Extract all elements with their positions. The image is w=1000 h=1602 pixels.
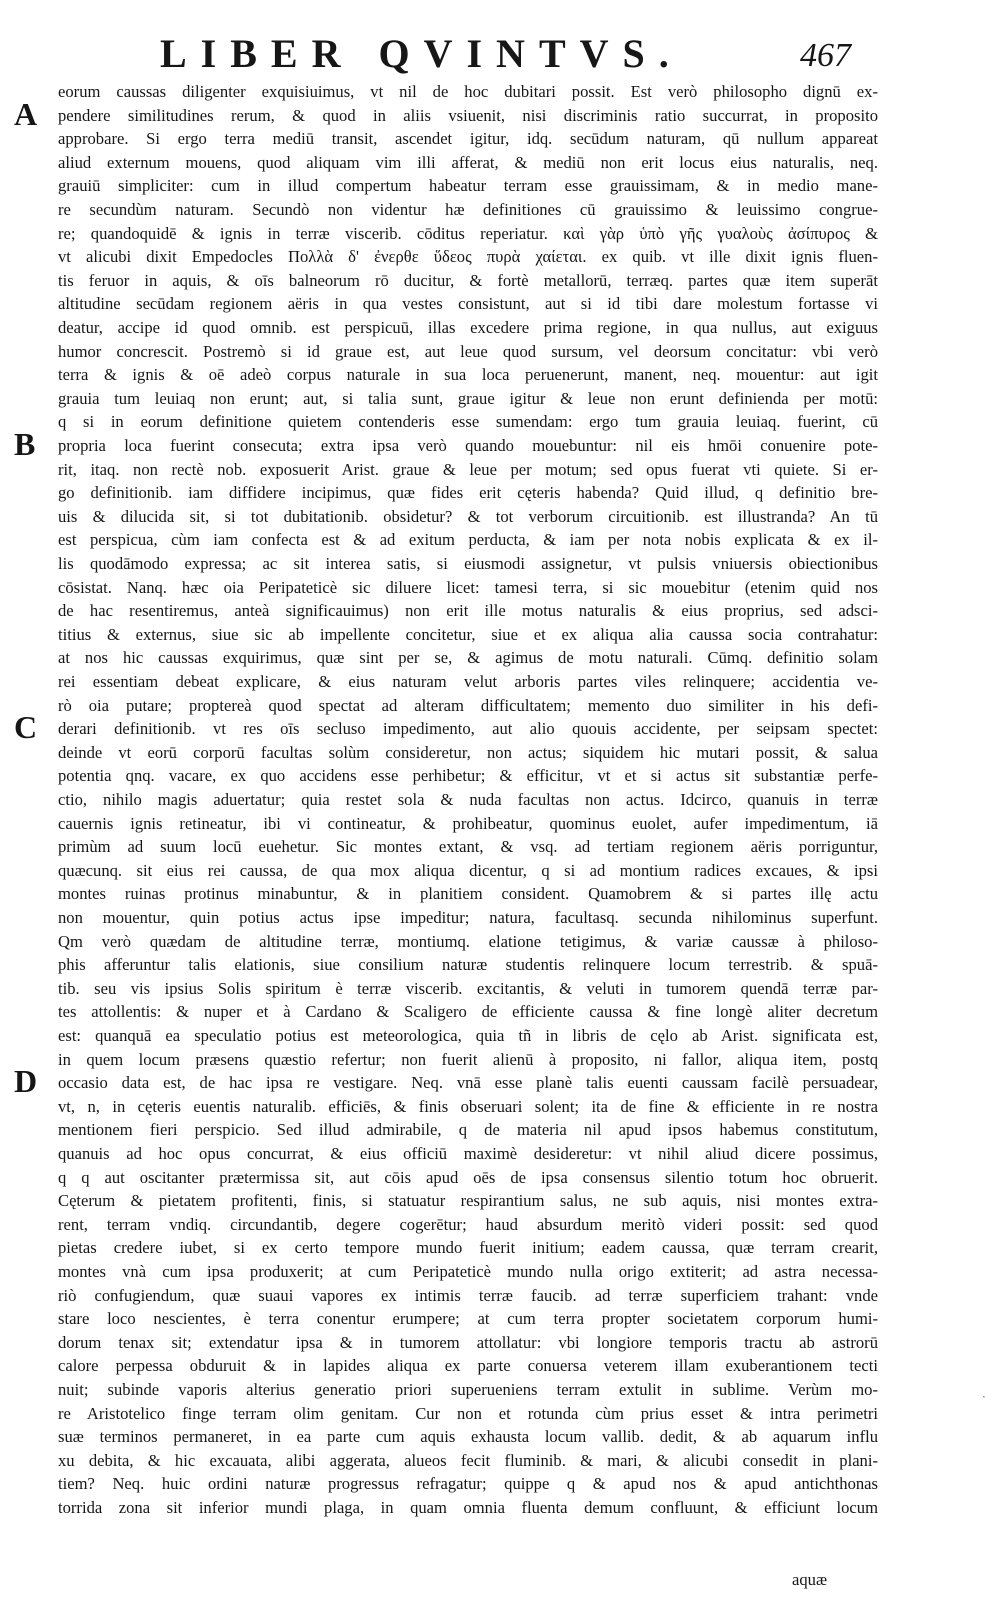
text-line: Qm verò quædam de altitudine terræ, montiumq. elatione tetigimus, & variæ caussæ à philoso-: [58, 931, 878, 951]
text-line: montes ruinas protinus minabuntur, & in planitiem consident. Quamobrem & si partes illę actu: [58, 884, 878, 904]
text-line: tis feruor in aquis, & oīs balneorum rō ducitur, & fortè metallorū, terræq. partes quæ item superāt: [58, 270, 878, 290]
text-line: est perspicua, cùm iam confecta est & ad exitum perducta, & iam per nota nobis explicata & ex il-: [58, 530, 878, 550]
text-line: riò confugiendum, quæ suaui vapores ex intimis terræ faucib. ad terræ superficiem trahant: vnde: [58, 1285, 878, 1305]
text-line: rei essentiam debeat explicare, & eius naturam velut arboris partes viles relinquere; accidentia ve-: [58, 672, 878, 691]
text-line: altitudine secūdam regionem aëris in qua vestes consistunt, aut si id tibi dare molestum fortasse vi: [58, 294, 878, 314]
text-line: tib. seu vis ipsius Solis spiritum è terræ viscerib. excitantis, & veluti in tumorem quendā terræ par-: [58, 978, 878, 998]
text-line: stare loco nescientes, è terra conentur erumpere; at cum terra propter societatem corporum humi-: [58, 1309, 878, 1329]
text-line: re; quandoquidē & ignis in terræ viscerib. cōditus reperiatur. καὶ γὰρ ὑπὸ γῆς γυαλοὺς ἀσίπυρος &: [58, 223, 878, 243]
text-line: primùm ad suum locū euehetur. Sic montes extant, & vsq. ad tertiam regionem aëris porriguntur,: [58, 837, 878, 857]
text-line: Cęterum & pietatem profitenti, finis, si statuatur respirantium salus, ne sub aquis, nisi montes extra-: [58, 1191, 878, 1211]
text-line: grauia tum leuiaq non erunt; aut, si talia sunt, graue igitur & leue non erunt definienda per motū:: [58, 388, 878, 408]
text-line: uis & dilucida sit, si tot dubitationib. obsidetur? & tot verborum circuitionib. est illustranda? An tū: [58, 506, 878, 526]
text-line: pietas credere iubet, si ex certo tempore mundo fuerit initium; eadem caussa, quæ terram crearit,: [58, 1238, 878, 1258]
scan-mark: ·: [982, 1390, 986, 1404]
text-line: montes vnà cum ipsa produxerit; at cum Peripateticè mundo nulla origo extiterit; ad astra necessa-: [58, 1262, 878, 1281]
text-line: eorum caussas diligenter exquisiuimus, vt nil de hoc dubitari possit. Est verò philosopho dignū ex-: [58, 82, 878, 101]
text-line: occasio data est, de hac ipsa re vestigare. Neq. vnā esse planè talis euenti caussam facilè persuadear,: [58, 1073, 878, 1093]
text-line: deinde vt eorū corporū facultas solùm consideretur, non actus; siquidem hic mutari possit, & salua: [58, 742, 878, 762]
text-line: lis quodāmodo expressa; ac sit interea satis, si eiusmodi assignetur, vt pulsis vniuersis obiectionibus: [58, 554, 878, 573]
text-line: propria loca fuerint consecuta; extra ipsa verò quando mouebuntur: nil eis hmōi conuenire pote-: [58, 436, 878, 455]
text-line: go definitionib. iam diffidere incipimus, quæ fides erit cęteris habenda? Quid illud, q definitio bre-: [58, 483, 878, 503]
running-title: LIBER QVINTVS.: [160, 31, 683, 76]
text-line: q q aut oscitanter prætermissa sit, aut cōis apud oēs de ipsa consensus silentio totum hoc obruerit.: [58, 1167, 878, 1187]
text-line: de hac resentiremus, anteà significauimus) non erit ille motus naturalis & eius proprius, sed adsci-: [58, 601, 878, 621]
text-line: re Aristotelico finge terram olim genitam. Cur non et rotunda cùm prius esset & intra perimetri: [58, 1403, 878, 1423]
text-line: tiem? Neq. huic ordini naturæ progressus refragatur; quippe q & apud nos & apud antichthonas: [58, 1474, 878, 1494]
text-line: aliud externum mouens, quod aliquam vim illi afferat, & mediū non erit locus eius naturalis, neq.: [58, 152, 878, 172]
text-line: grauiū simpliciter: cum in illud compertum habeatur terram esse grauissimam, & in medio mane-: [58, 176, 878, 196]
text-line: vt alicubi dixit Empedocles Πολλὰ δ' ἐνερθε ὕδεος πυρὰ χαίεται. ex quib. vt ille dixit ignis fluen-: [58, 247, 878, 267]
text-line: ctio, nihilo magis aduertatur; quia restet sola & nuda facultas non actus. Idcirco, quanuis in terræ: [58, 790, 878, 809]
text-line: at nos hic caussas exquirimus, quæ sint per se, & agimus de motu naturali. Cūmq. definitio solam: [58, 648, 878, 668]
text-line: terra & ignis & oē adeò corpus naturale in sua loca peruenerunt, manent, neq. mouentur: aut igit: [58, 365, 878, 385]
text-line: phis afferuntur talis elationis, siue consilium naturæ studentis relinquere locum terrestrib. & spuā-: [58, 955, 878, 975]
text-line: in quem locum præsens quæstio refertur; non fuerit alienū à proposito, ni fallor, aliqua item, postq: [58, 1049, 878, 1069]
text-line: titius & externus, siue sic ab impellente concitetur, siue et ex aliqua alia caussa socia contrahatur:: [58, 624, 878, 644]
text-line: est: quanquā ea speculatio potius est meteorologica, quia tñ in libris de cęlo ab Arist. significata est,: [58, 1026, 878, 1045]
catchword: aquæ: [792, 1570, 828, 1589]
text-line: quæcunq. sit eius rei caussa, de qua mox aliqua dicentur, q si ad montium radices excaues, & ipsi: [58, 860, 878, 880]
margin-letter-d: D: [14, 1063, 38, 1100]
margin-letter-c: C: [14, 709, 38, 746]
text-line: pendere similitudines rerum, & quod in aliis vsiuenit, nisi discriminis ratio succurrat, in proposito: [58, 105, 878, 125]
text-line: cauernis ignis retineatur, ibi vi contineatur, & prohibeatur, quominus euolet, aufer impedimentum, iā: [58, 813, 878, 833]
text-line: rit, itaq. non rectè nob. exposuerit Arist. graue & leue per motum; sed opus fuerat vti quiete. Si er-: [58, 459, 878, 479]
text-line: cōsistat. Nanq. hæc oia Peripateticè sic diluere licet: tamesi terra, si sic mouebitur (etenim quid nos: [58, 577, 878, 597]
text-line: humor concrescit. Postremò si id graue est, aut leue quod sursum, vel deorsum concitatur: vbi verò: [58, 341, 878, 361]
text-line: derari definitionib. vt res oīs secluso impedimento, aut alio quouis accidente, per seipsam spectet:: [58, 719, 878, 739]
text-line: dorum tenax sit; extendatur ipsa & in tumorem attollatur: vbi longiore temporis tractu ab astrorū: [58, 1332, 878, 1352]
text-line: vt, n, in cęteris euentis naturalib. efficiēs, & finis obseruari solent; ita de fine & efficiente in re nostra: [58, 1096, 878, 1116]
margin-letter-b: B: [14, 426, 36, 462]
text-line: re secundùm naturam. Secundò non videntur hæ definitiones cū grauissimo & leuissimo congrue-: [58, 200, 878, 219]
text-line: rent, terram vndiq. circundantib, degere cogerētur; haud absurdum meritò videri possit: sed quod: [58, 1214, 878, 1234]
text-line: rò oia putare; proptereà quod spectat ad alteram difficultatem; memento duo similiter in his defi-: [58, 695, 878, 715]
page-number: 467: [800, 37, 851, 74]
text-line: mentionem fieri perspicio. Sed illud admirabile, q de materia nil apud ipsos habemus constitutum,: [58, 1120, 878, 1140]
text-line: tes attollentis: & nuper et à Cardano & Scaligero de efficiente caussa & fine longè aliter decretum: [58, 1002, 878, 1022]
text-line: calore perpessa obduruit & in lapides aliqua ex parte conuersa veterem illam exuberantionem tecti: [58, 1356, 878, 1376]
text-line: quanuis ad hoc opus concurrat, & eius officiū maximè desideretur: vt nihil aliud dicere possimus,: [58, 1144, 878, 1163]
text-line: non mouentur, quin potius actus ipse impeditur; natura, facultasq. secunda nihilominus superfunt.: [58, 908, 878, 927]
margin-letter-a: A: [14, 95, 38, 132]
text-line: q si in eorum definitione quietem contenderis esse sumendam: ergo tum grauia leuiaq. fuerint, cū: [58, 412, 878, 432]
text-line: nuit; subinde vaporis alterius generatio priori superueniens terram extulit in sublime. Verùm mo-: [58, 1380, 878, 1399]
text-line: approbare. Si ergo terra mediū transit, ascendet igitur, idq. secūdum naturam, qū nullum appareat: [58, 129, 878, 149]
text-line: xu debita, & hic excauata, alibi aggerata, alueos fecit fluminib. & mari, & alicubi consedit in plani-: [58, 1450, 878, 1470]
text-line: torrida zona sit inferior mundi plaga, in quam omnia fluenta demum confluunt, & efficiunt locum: [58, 1498, 878, 1517]
text-line: potentia qnq. vacare, ex quo accidens esse perhibetur; & efficitur, vt et si actus sit substantiæ perfe-: [58, 766, 878, 786]
text-line: deatur, accipe id quod omnib. est perspicuū, illas excedere prima regione, in qua nullus, aut exiguus: [58, 318, 878, 337]
text-line: suæ terminos permaneret, in ea parte cum aquis exhausta locum vallib. dedit, & ab aquarum influ: [58, 1427, 878, 1447]
